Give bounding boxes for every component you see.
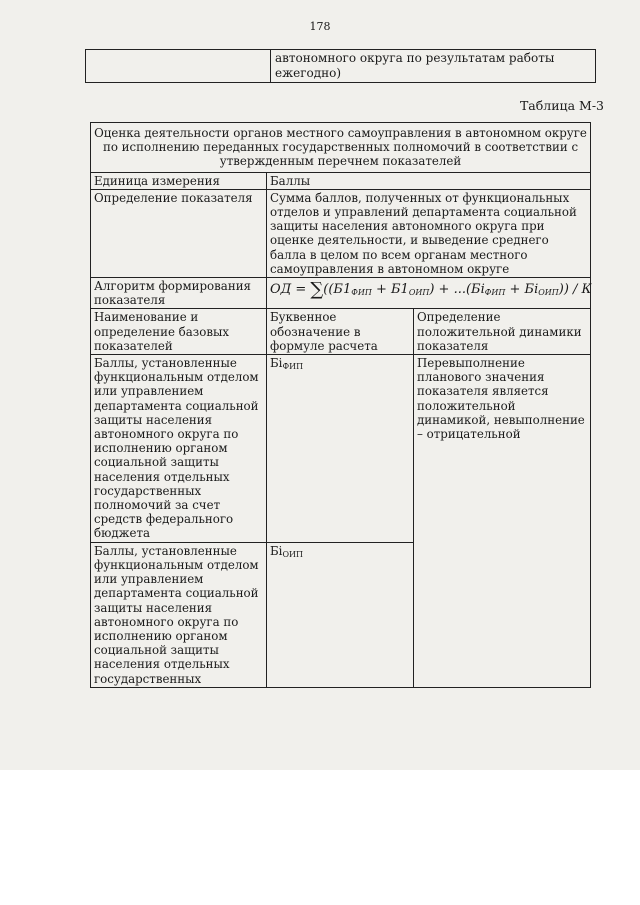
col-header-letter: Буквенное обозначение в формуле расчета (267, 309, 414, 355)
page-number: 178 (309, 20, 331, 33)
formula-open: (( (323, 282, 334, 298)
formula-tail: )) / К (558, 282, 592, 298)
unit-row (91, 172, 591, 189)
continued-table-right-cell: автономного округа по результатам работы ежегодно) (271, 50, 596, 83)
row-2-letter-sub: ОИП (282, 549, 303, 559)
formula-bi: Бi (471, 282, 485, 298)
formula-lhs: ОД = (270, 282, 311, 298)
formula-sub-oip: ОИП (408, 288, 430, 298)
row-2-letter-base: Бi (270, 543, 283, 558)
formula-sub-fip2: ФИП (484, 288, 506, 298)
formula-sub-fip: ФИП (351, 288, 372, 298)
row-1-name: Баллы, установленные функциональным отделом или управлением департамента социальной защиты населения автономного округа по исполнению органом социальной защиты населения отдельных государственных полномочий за счет средств федерального бюджета (91, 355, 267, 543)
col-header-dynamics: Определение положительной динамики показателя (414, 309, 591, 355)
formula-plus2: + (505, 282, 525, 298)
formula-bib: Бi (524, 282, 539, 298)
row-1-letter (267, 355, 414, 543)
definition-value: Сумма баллов, полученных от функциональных отделов и управлений департамента социальной защиты населения автономного округа при оценке деятельности, и выведение среднего балла в целом по всем органам местного самоуправления в автономном округе (267, 189, 591, 277)
formula-plus: + (371, 282, 391, 298)
definition-row (91, 189, 591, 277)
row-1-letter-sub: ФИП (282, 362, 304, 372)
formula (270, 279, 592, 301)
formula-b1: Б1 (333, 282, 352, 298)
algorithm-row (91, 278, 591, 309)
row-2-letter (267, 542, 414, 687)
row-1-letter-base: Бi (270, 356, 283, 371)
blank-area (0, 770, 640, 905)
row-2-name: Баллы, установленные функциональным отделом или управлением департамента социальной защиты населения автономного округа по исполнению органом социальной защиты населения отдельных государственных (91, 542, 267, 687)
row-1-dynamics: Перевыполнение планового значения показателя является положительной динамикой, невыполнение – отрицательной (414, 355, 591, 688)
table-row (91, 355, 591, 543)
continued-table-left-cell (86, 50, 271, 83)
table-header-row (91, 123, 591, 173)
unit-value: Баллы (267, 172, 591, 189)
column-header-row (91, 309, 591, 355)
continued-table (85, 49, 596, 83)
table-header: Оценка деятельности органов местного самоуправления в автономном округе по исполнению переданных государственных полномочий в соответствии с утвержденным перечнем показателей (91, 123, 591, 173)
algorithm-label: Алгоритм формирования показателя (91, 278, 267, 309)
algorithm-formula (267, 278, 591, 309)
formula-b1b: Б1 (391, 282, 409, 298)
sum-symbol: ∑ (310, 279, 324, 301)
formula-sub-oip2: ОИП (538, 288, 559, 298)
definition-label: Определение показателя (91, 189, 267, 277)
table-caption: Таблица М-3 (519, 98, 604, 113)
unit-label: Единица измерения (91, 172, 267, 189)
indicator-table (90, 122, 591, 688)
formula-mid: ) + ...( (429, 282, 472, 298)
col-header-name: Наименование и определение базовых показателей (91, 309, 267, 355)
